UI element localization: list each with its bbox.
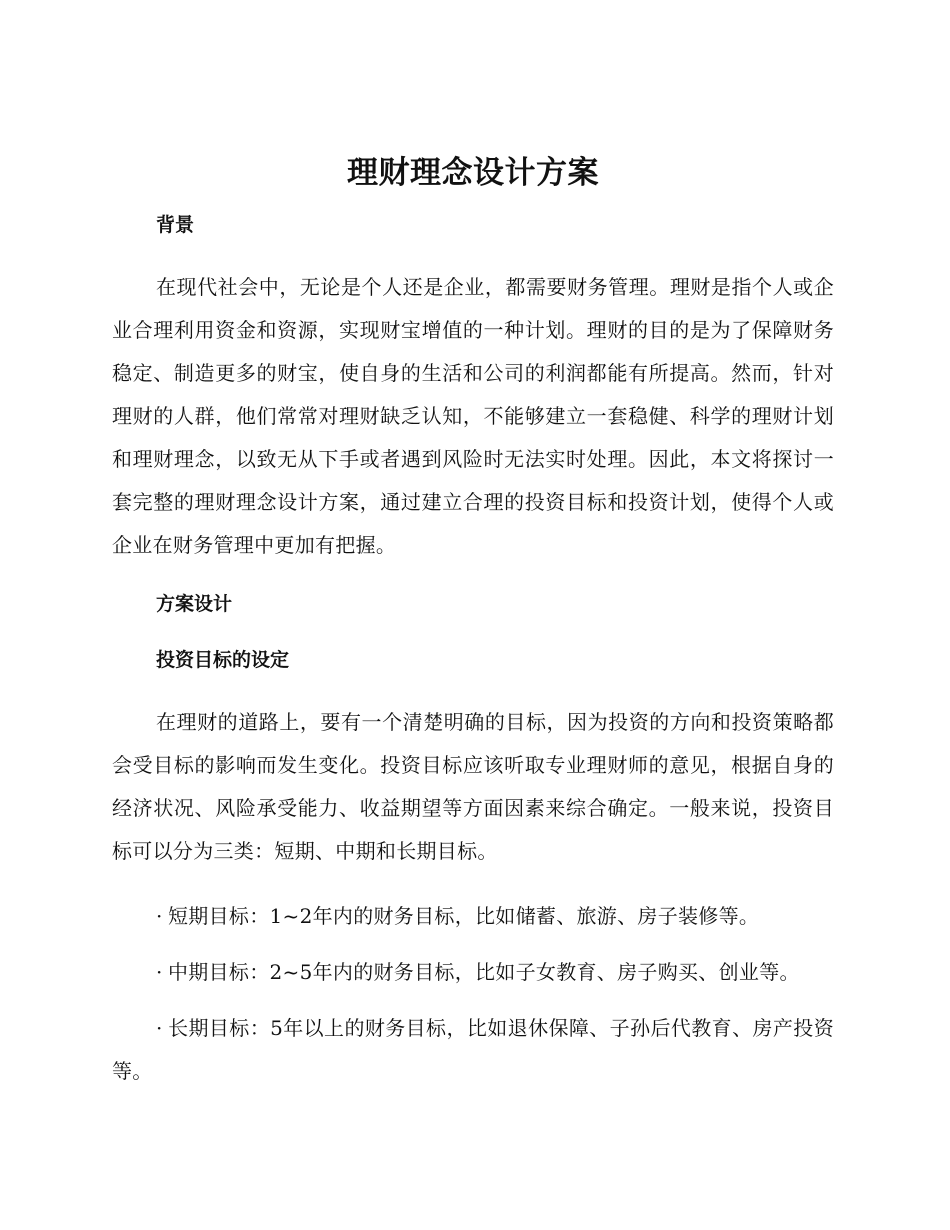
document-content	[112, 150, 834, 1106]
bullet-marker: ·	[156, 904, 163, 928]
mid-term-goal-text: 中期目标：2~5年内的财务目标，比如子女教育、房子购买、创业等。	[168, 960, 800, 984]
mid-term-goal-item	[112, 951, 834, 994]
investment-goal-heading: 投资目标的设定	[156, 649, 290, 671]
short-term-goal-item	[112, 895, 834, 938]
investment-goal-paragraph: 在理财的道路上，要有一个清楚明确的目标，因为投资的方向和投资策略都会受目标的影响而发生变化。投资目标应该听取专业理财师的意见，根据自身的经济状况、风险承受能力、收益期望等方面因素来综合确定。一般来说，投资目标可以分为三类：短期、中期和长期目标。	[112, 710, 834, 863]
short-term-goal-text: 短期目标：1~2年内的财务目标，比如储蓄、旅游、房子装修等。	[168, 904, 760, 928]
long-term-goal-item	[112, 1007, 834, 1093]
design-heading: 方案设计	[156, 593, 233, 615]
long-term-goal-text: 长期目标：5年以上的财务目标，比如退休保障、子孙后代教育、房产投资等。	[112, 1016, 834, 1083]
background-heading: 背景	[156, 214, 195, 236]
page-title: 理财理念设计方案	[347, 155, 599, 191]
bullet-marker: ·	[156, 960, 163, 984]
background-paragraph: 在现代社会中，无论是个人还是企业，都需要财务管理。理财是指个人或企业合理利用资金和资源，实现财宝增值的一种计划。理财的目的是为了保障财务稳定、制造更多的财宝，使自身的生活和公司的利润都能有所提高。然而，针对理财的人群，他们常常对理财缺乏认知，不能够建立一套稳健、科学的理财计划和理财理念，以致无从下手或者遇到风险时无法实时处理。因此，本文将探讨一套完整的理财理念设计方案，通过建立合理的投资目标和投资计划，使得个人或企业在财务管理中更加有把握。	[112, 275, 834, 557]
bullet-marker: ·	[156, 1016, 163, 1040]
